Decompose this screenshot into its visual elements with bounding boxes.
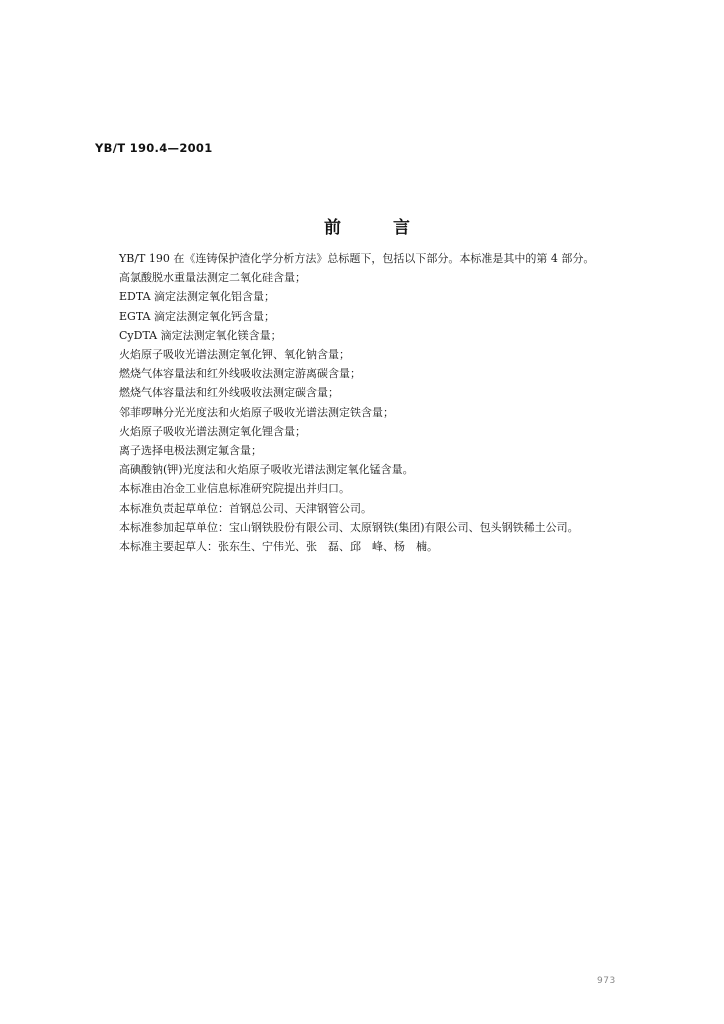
standard-code: YB/T 190.4—2001 (95, 141, 213, 155)
paragraph-line: 本标准由冶金工业信息标准研究院提出并归口。 (119, 482, 350, 496)
page-number: 973 (597, 976, 616, 986)
paragraph-line: 本标准参加起草单位：宝山钢铁股份有限公司、太原钢铁(集团)有限公司、包头钢铁稀土公司。 (119, 520, 579, 534)
paragraph-line: 本标准负责起草单位：首钢总公司、天津钢管公司。 (119, 501, 372, 515)
paragraph-line: 燃烧气体容量法和红外线吸收法测定碳含量； (119, 386, 339, 400)
paragraph-line: 燃烧气体容量法和红外线吸收法测定游离碳含量； (119, 367, 361, 381)
paragraph-line: EGTA 滴定法测定氧化钙含量； (119, 309, 275, 323)
paragraph-line: 高碘酸钠(钾)光度法和火焰原子吸收光谱法测定氧化锰含量。 (119, 463, 414, 477)
foreword-body (119, 249, 679, 556)
paragraph-line: 高氯酸脱水重量法测定二氧化硅含量； (119, 271, 306, 285)
paragraph-line: YB/T 190 在《连铸保护渣化学分析方法》总标题下，包括以下部分。本标准是其中的第 4 部分。 (119, 252, 595, 265)
paragraph-line: EDTA 滴定法测定氧化铝含量； (119, 290, 276, 304)
title-char-2: 言 (393, 218, 410, 238)
page-title (0, 213, 724, 238)
paragraph-line: 火焰原子吸收光谱法测定氧化锂含量； (119, 424, 306, 438)
paragraph-line: CyDTA 滴定法测定氧化镁含量； (119, 328, 282, 342)
paragraph-line: 本标准主要起草人：张东生、宁伟光、张 磊、邱 峰、杨 楠。 (119, 540, 438, 554)
paragraph-line: 邻菲啰啉分光光度法和火焰原子吸收光谱法测定铁含量； (119, 405, 394, 419)
paragraph-line: 火焰原子吸收光谱法测定氧化钾、氧化钠含量； (119, 348, 350, 362)
title-char-1: 前 (324, 218, 341, 238)
paragraph-line: 离子选择电极法测定氟含量； (119, 444, 262, 458)
